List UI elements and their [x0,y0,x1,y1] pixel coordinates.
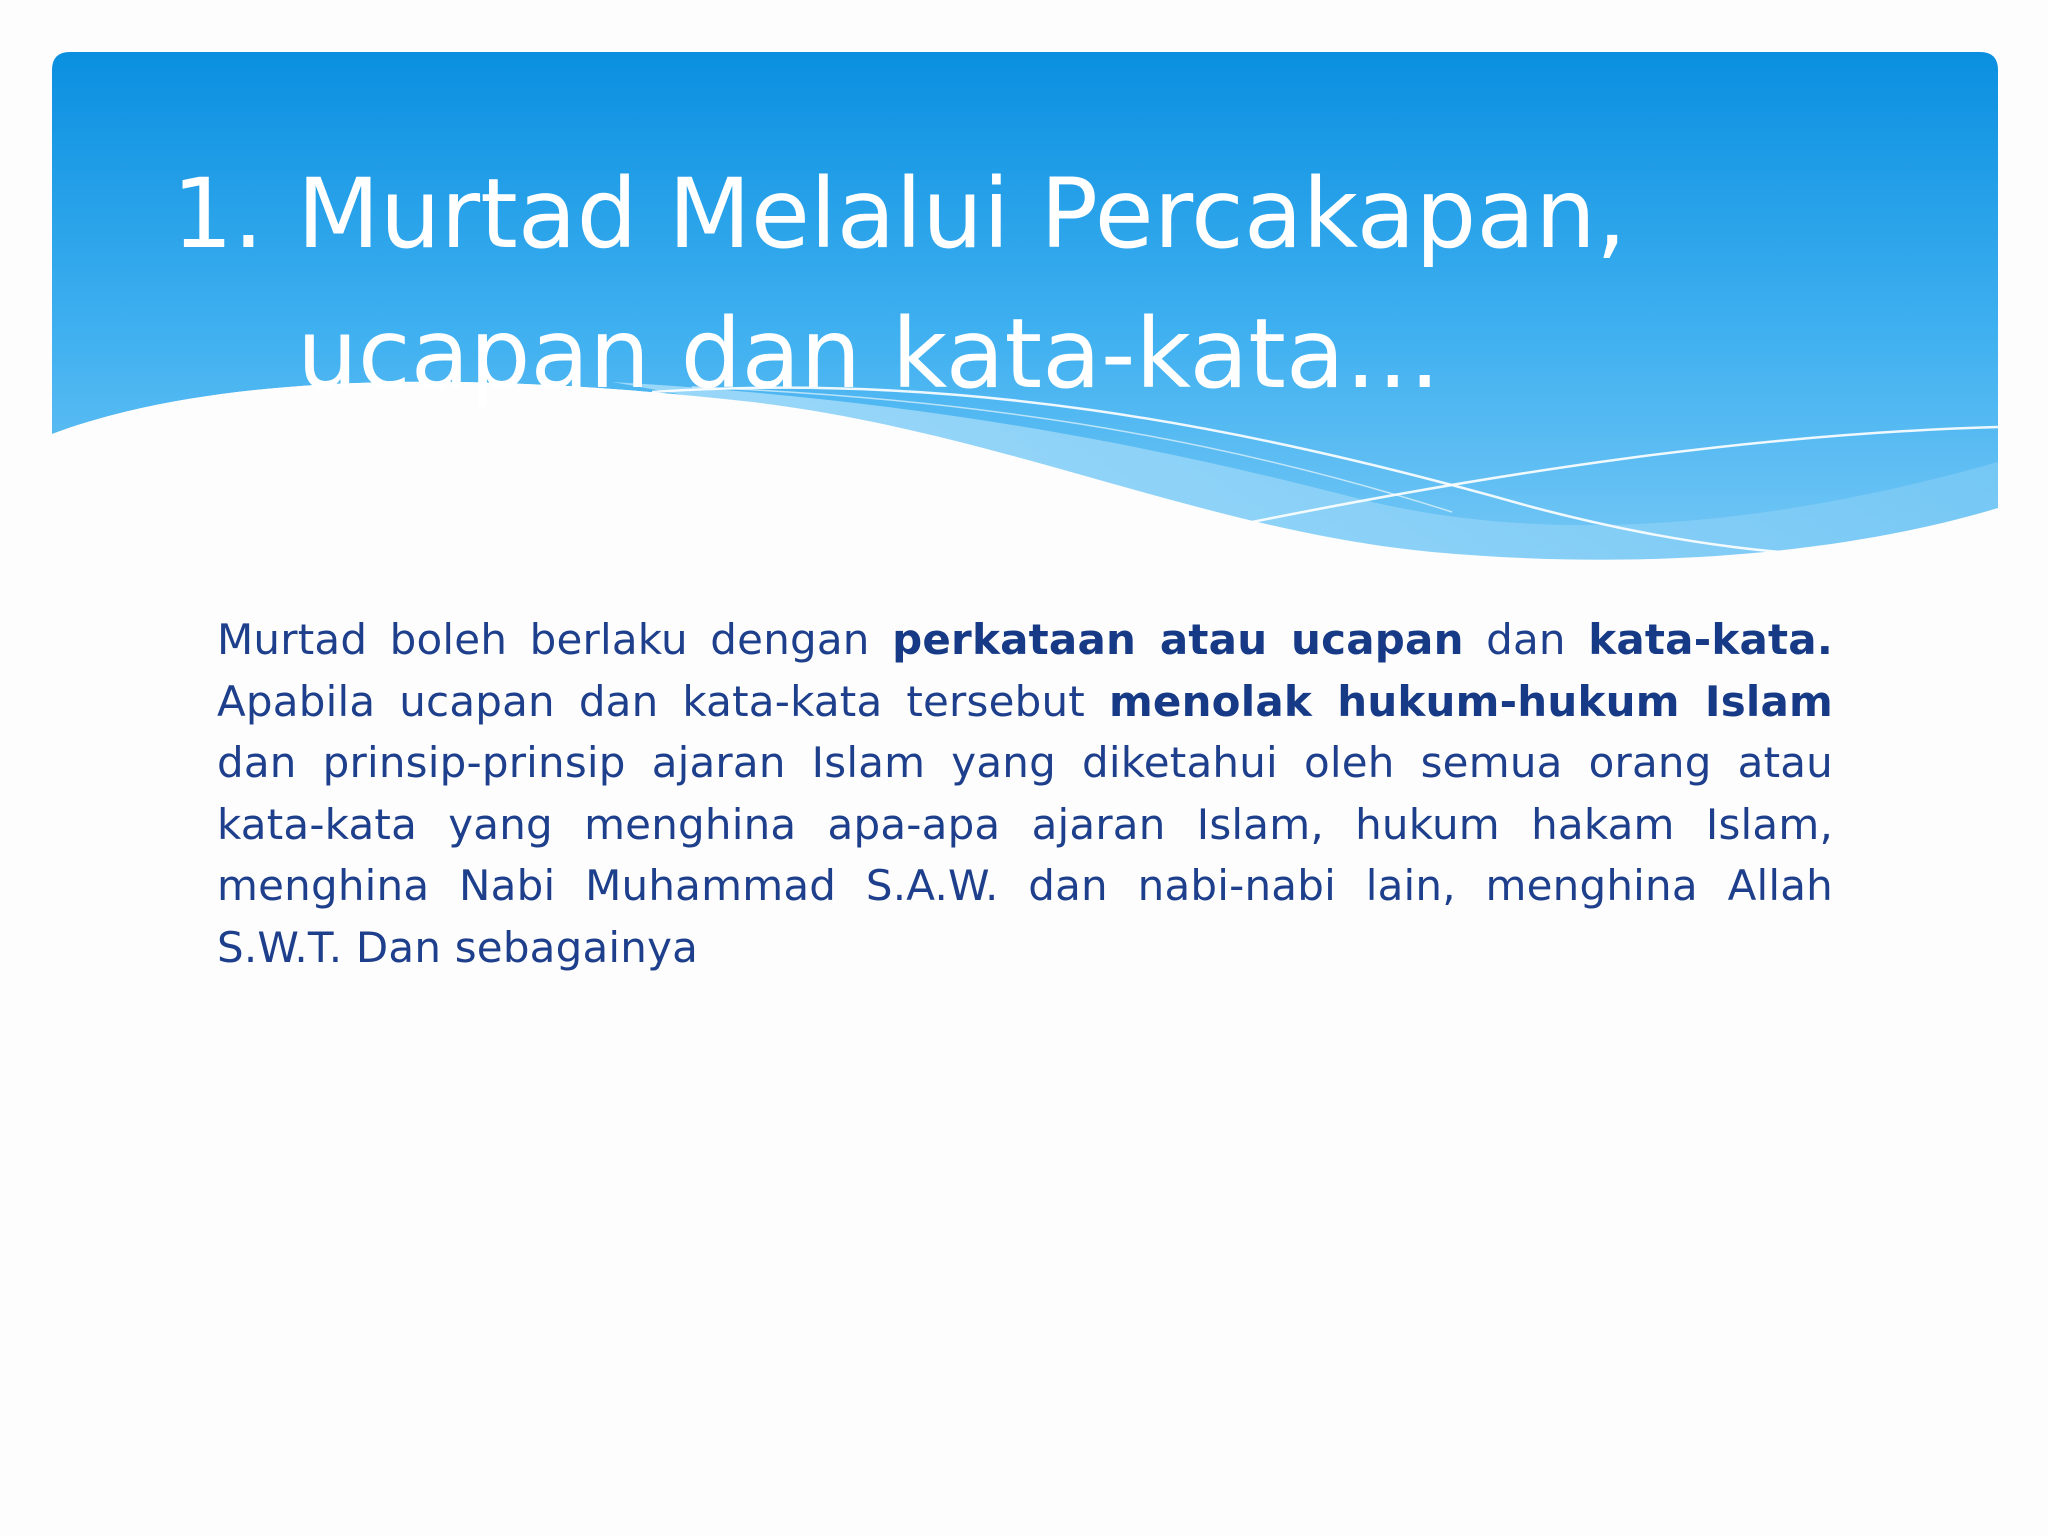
slide-title [172,144,1872,424]
body-text-1: Murtad boleh berlaku dengan [217,615,893,664]
body-bold-1: perkataan atau ucapan [892,615,1464,664]
body-bold-2: kata-kata. [1588,615,1833,664]
body-text-3: Apabila ucapan dan kata-kata tersebut [217,676,1109,726]
title-line-1: Murtad Melalui Percakapan, [297,158,1627,270]
title-line-2: ucapan dan kata-kata… [297,298,1441,410]
body-paragraph [217,609,1833,978]
body-text-4: dan prinsip-prinsip ajaran Islam yang diketahui oleh semua orang atau kata-kata yang menghina apa-apa ajaran Islam, hukum hakam Islam, menghina Nabi Muhammad S.A.W. dan nabi-nabi lain, menghina Allah S.W.T. Dan sebagainya [217,738,1833,972]
title-text [297,144,1872,424]
body-bold-3: menolak hukum-hukum Islam [1108,676,1833,726]
title-number: 1. [172,158,264,270]
body-text-2: dan [1463,615,1589,664]
title-banner [52,52,1998,572]
